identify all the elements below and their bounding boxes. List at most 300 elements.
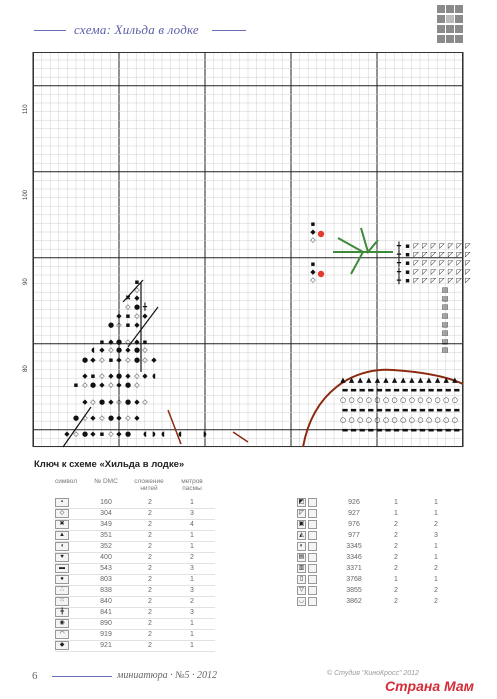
meters-value: 2 [434, 587, 438, 594]
dmc-number: 3346 [346, 554, 362, 561]
hull-symbol: ○ [400, 396, 407, 404]
meters-value: 3 [190, 565, 194, 572]
hull-symbol: ▬ [401, 386, 409, 394]
hull-symbol: ▬ [393, 406, 400, 414]
key-row [55, 630, 255, 641]
symbol-icon: ◠ [55, 630, 69, 639]
symbol-icon: ▲ [55, 531, 69, 540]
stitch-symbol: ◸ [439, 250, 445, 259]
symbol-icon: ▥ [298, 565, 305, 571]
stitch-symbol: ◇ [134, 372, 140, 380]
stitch-symbol: ▪ [310, 220, 316, 228]
strands-value: 1 [394, 510, 398, 517]
hull-symbol: ○ [339, 396, 347, 404]
stitch-symbol: ◆ [116, 356, 122, 364]
key-row [297, 498, 497, 509]
stitch-symbol: ◸ [422, 276, 428, 285]
key-row [55, 509, 255, 520]
hull-symbol: ▲ [426, 376, 432, 384]
stitch-symbol: ◸ [465, 250, 471, 259]
stitch-symbol: ◆ [125, 372, 131, 380]
hull-symbol: ▬ [341, 406, 349, 414]
hull-symbol: ○ [374, 396, 381, 404]
dmc-number: 921 [100, 642, 112, 649]
stitch-symbol: ▪ [405, 276, 410, 285]
dmc-number: 400 [100, 554, 112, 561]
meters-value: 2 [190, 598, 194, 605]
hull-symbol: ○ [365, 396, 372, 404]
stitch-symbol: ◸ [422, 250, 428, 259]
stitch-symbol: ● [115, 346, 123, 354]
stitch-symbol: ╋ [396, 276, 402, 285]
stitch-symbol: ● [133, 356, 141, 364]
meters-value: 1 [190, 532, 194, 539]
dmc-number: 3855 [346, 587, 362, 594]
hull-symbol: ▬ [393, 426, 400, 434]
stitch-symbol: ◸ [413, 267, 419, 276]
key-row [55, 586, 255, 597]
strands-value: 2 [394, 543, 398, 550]
dmc-number: 3345 [346, 543, 362, 550]
dmc-number: 543 [100, 565, 112, 572]
key-row [297, 531, 497, 542]
hull-symbol: ○ [391, 416, 398, 424]
hull-symbol: ○ [382, 416, 390, 424]
stitch-symbol: ◇ [142, 398, 148, 406]
meters-value: 1 [190, 620, 194, 627]
stitch-symbol: ◇ [82, 414, 88, 422]
dmc-number: 919 [100, 631, 112, 638]
hull-symbol: ▬ [350, 386, 357, 394]
stitch-symbol: ◇ [310, 276, 316, 284]
dmc-number: 926 [348, 499, 360, 506]
stitch-symbol: ◸ [422, 267, 428, 276]
strands-value: 2 [394, 598, 398, 605]
key-row [55, 608, 255, 619]
hull-symbol: ▬ [436, 426, 443, 434]
hull-symbol: ▲ [383, 376, 389, 384]
meters-value: 1 [434, 576, 438, 583]
strands-value: 2 [148, 565, 152, 572]
stitch-symbol: ◖ [143, 430, 147, 438]
meters-value: 1 [190, 642, 194, 649]
symbol-icon: ▽ [297, 586, 306, 595]
stitch-symbol: ◆ [310, 268, 316, 276]
key-row [55, 498, 255, 509]
stitch-symbol: ◆ [108, 372, 114, 380]
stitch-symbol: ◇ [134, 286, 140, 294]
stitch-symbol: ▪ [73, 381, 79, 389]
dmc-number: 977 [348, 532, 360, 539]
stitch-symbol: ◸ [439, 242, 445, 250]
hull-symbol: ▬ [384, 386, 392, 394]
stitch-symbol: ◸ [430, 250, 437, 259]
hull-symbol: ○ [434, 396, 441, 404]
stitch-symbol: ◆ [142, 372, 148, 380]
stitch-symbol: ▤ [441, 286, 449, 294]
symbol-icon: ▣ [298, 521, 305, 527]
stitch-symbol: ▪ [125, 312, 131, 320]
axis-label-80: 80 [23, 365, 29, 372]
key-row [55, 619, 255, 630]
hull-symbol: ▬ [419, 406, 426, 414]
stitch-symbol: ◆ [108, 338, 114, 346]
stitch-symbol: ▤ [441, 294, 449, 303]
symbol-icon: ◉ [55, 619, 69, 628]
hull-symbol: ▬ [367, 426, 375, 434]
symbol-icon: ◩ [298, 499, 305, 505]
stitch-symbol: ◇ [99, 372, 105, 380]
hull-symbol: ▬ [444, 426, 452, 434]
meters-value: 3 [190, 510, 194, 517]
stitch-symbol: ● [98, 398, 106, 406]
hull-symbol: ▬ [444, 386, 452, 394]
hull-symbol: ▬ [436, 386, 443, 394]
meters-value: 1 [190, 543, 194, 550]
dmc-number: 349 [100, 521, 112, 528]
symbol-icon: ◖ [55, 542, 69, 551]
strands-value: 2 [148, 598, 152, 605]
hull-symbol: ▬ [436, 406, 443, 414]
strands-value: 2 [394, 587, 398, 594]
stitch-symbol: ◆ [134, 338, 140, 346]
stitch-symbol: ▤ [441, 320, 449, 329]
hull-symbol: ○ [408, 396, 415, 404]
hull-symbol: ▲ [400, 376, 406, 384]
hull-symbol: ○ [443, 416, 450, 424]
stitch-symbol: ◆ [82, 372, 88, 380]
strands-value: 2 [394, 521, 398, 528]
stitch-symbol: ◆ [108, 398, 114, 406]
meters-value: 3 [190, 587, 194, 594]
symbol-icon: ▤ [298, 554, 305, 560]
hull-symbol: ○ [348, 396, 355, 404]
hull-symbol: ▬ [444, 406, 452, 414]
strands-value: 2 [394, 554, 398, 561]
stitch-symbol: ◸ [430, 242, 437, 250]
stitch-symbol: ▪ [142, 338, 148, 346]
strands-value: 2 [148, 620, 152, 627]
stitch-symbol: ● [124, 430, 132, 438]
dmc-number: 840 [100, 598, 112, 605]
stitch-symbol: ▪ [125, 321, 131, 329]
meters-value: 1 [190, 499, 194, 506]
stitch-symbol: ◸ [413, 242, 419, 250]
stitch-symbol: ▤ [441, 337, 449, 346]
stitch-symbol: ◆ [116, 312, 122, 320]
key-row [297, 586, 497, 597]
hull-symbol: ○ [451, 396, 458, 404]
meters-value: 2 [434, 565, 438, 572]
hull-symbol: ▲ [374, 376, 381, 384]
stitch-symbol: ◆ [125, 346, 131, 354]
hull-symbol: ○ [417, 396, 424, 404]
dmc-number: 304 [100, 510, 112, 517]
key-row [297, 564, 497, 575]
symbol-icon-half [308, 597, 317, 606]
stitch-symbol: ◸ [447, 242, 454, 250]
stitch-symbol: ◸ [465, 276, 471, 285]
stitch-symbol: ▪ [310, 260, 316, 268]
hull-symbol: ▬ [358, 426, 366, 434]
stitch-symbol: ◸ [439, 267, 445, 276]
stitch-symbol: ╋ [396, 267, 402, 276]
stitch-symbol: ◇ [142, 356, 148, 364]
hull-symbol: ○ [425, 396, 433, 404]
footer-rule [52, 676, 112, 677]
stitch-symbol: ● [107, 414, 115, 422]
stitch-symbol: ◗ [152, 430, 156, 438]
strands-value: 2 [148, 642, 152, 649]
stitch-symbol: ◸ [439, 276, 445, 285]
stitch-symbol: ● [72, 414, 80, 422]
stitch-symbol: ◆ [116, 381, 122, 389]
hull-symbol: ▲ [366, 376, 372, 384]
hull-symbol: ▬ [376, 426, 383, 434]
stitch-symbol: ◇ [125, 356, 131, 364]
stitch-symbol: ▪ [108, 356, 114, 364]
key-row [297, 542, 497, 553]
stitch-symbol: ◸ [439, 259, 445, 268]
stitch-symbol: ▪ [99, 338, 105, 346]
stitch-symbol: ● [89, 381, 97, 389]
chart-grid [33, 52, 471, 447]
stitch-symbol: ● [81, 356, 89, 364]
stitch-symbol: ◆ [134, 294, 140, 302]
hull-symbol: ▲ [443, 376, 449, 384]
copyright-text: © Студия "КиноКросс" 2012 [327, 670, 419, 677]
stitch-symbol: ◆ [82, 398, 88, 406]
stitch-symbol: ● [107, 321, 115, 329]
hull-symbol: ▬ [410, 386, 418, 394]
stitch-symbol: ◇ [90, 398, 96, 406]
axis-label-90: 90 [23, 278, 29, 285]
stitch-symbol: ◇ [108, 381, 114, 389]
hull-symbol: ▬ [341, 426, 349, 434]
stitch-symbol: ╋ [396, 250, 402, 259]
dmc-number: 841 [100, 609, 112, 616]
symbol-icon-half [308, 520, 317, 529]
header-rule-left [34, 30, 66, 31]
dmc-number: 3862 [346, 598, 362, 605]
hull-symbol: ▲ [452, 376, 458, 384]
hull-symbol: ○ [357, 396, 364, 404]
key-row [55, 597, 255, 608]
berry [318, 271, 324, 277]
meters-value: 1 [434, 554, 438, 561]
stitch-symbol: ◸ [456, 267, 462, 276]
hull-symbol: ▬ [350, 406, 357, 414]
stitch-symbol: ╋ [396, 242, 402, 250]
hull-symbol: ▲ [417, 376, 424, 384]
stitch-symbol: ● [124, 381, 132, 389]
stitch-symbol: ◸ [456, 250, 462, 259]
stitch-symbol: ◸ [447, 250, 454, 259]
meters-value: 1 [434, 543, 438, 550]
symbol-icon-half [308, 509, 317, 518]
stitch-symbol: ◇ [108, 346, 114, 354]
stitch-symbol: ◸ [447, 259, 454, 268]
watermark-logo: Страна Мам [385, 678, 475, 694]
page-footer [0, 670, 494, 699]
stitch-symbol: ◸ [430, 276, 437, 285]
symbol-icon: ╋ [55, 608, 69, 617]
stitch-symbol: ◸ [422, 242, 428, 250]
hull-symbol: ▲ [434, 376, 441, 384]
magazine-issue: миниатюра · №5 · 2012 [117, 670, 218, 681]
stitch-symbol: ◖ [91, 346, 95, 354]
hull-symbol: ○ [365, 416, 372, 424]
stitch-symbol: ◸ [422, 259, 428, 268]
dmc-number: 890 [100, 620, 112, 627]
hull-symbol: ○ [391, 396, 398, 404]
strands-value: 1 [394, 576, 398, 583]
meters-value: 3 [190, 609, 194, 616]
stitch-symbol: ◆ [90, 414, 96, 422]
stitch-symbol: ◸ [430, 267, 437, 276]
stitch-symbol: ▤ [441, 329, 449, 337]
key-row [55, 542, 255, 553]
hull-symbol: ▬ [419, 386, 426, 394]
key-row [55, 531, 255, 542]
stitch-symbol: ◆ [99, 381, 105, 389]
hull-symbol: ▲ [357, 376, 363, 384]
hull-symbol: ○ [443, 396, 450, 404]
symbol-icon: ● [55, 575, 69, 584]
strands-value: 2 [394, 532, 398, 539]
hull-symbol: ▬ [453, 406, 461, 414]
dmc-number: 838 [100, 587, 112, 594]
stitch-symbol: ◇ [134, 312, 140, 320]
hull-symbol: ▬ [384, 426, 392, 434]
stitch-symbol: ◸ [456, 259, 462, 268]
stitch-symbol: ▪ [405, 259, 410, 268]
hull-symbol: ▬ [401, 426, 409, 434]
key-row [55, 564, 255, 575]
hull-symbol: ○ [434, 416, 441, 424]
symbol-icon-half [308, 542, 317, 551]
strands-value: 2 [148, 576, 152, 583]
stitch-symbol: ● [115, 338, 123, 346]
hull-symbol: ▬ [367, 386, 375, 394]
stitch-symbol: ◆ [151, 356, 157, 364]
symbol-icon-half [308, 575, 317, 584]
stitch-symbol: ▪ [134, 278, 140, 286]
key-row [297, 509, 497, 520]
hull-symbol: ○ [400, 416, 407, 424]
stitch-symbol: ◸ [465, 259, 471, 268]
stitch-symbol: ✖ [125, 294, 131, 302]
strands-value: 2 [148, 631, 152, 638]
header-meters: метров пасмы [181, 478, 203, 492]
hull-symbol: ▬ [384, 406, 392, 414]
symbol-icon: ⁙ [55, 597, 69, 606]
stitch-symbol: ◇ [116, 321, 122, 329]
stitch-symbol: ◇ [310, 236, 316, 244]
stitch-symbol: ● [81, 430, 89, 438]
stitch-symbol: ◆ [134, 398, 140, 406]
stitch-symbol: ◆ [64, 430, 70, 438]
meters-value: 4 [190, 521, 194, 528]
meters-value: 1 [434, 510, 438, 517]
key-table-left [55, 478, 255, 668]
symbol-icon: ▪ [55, 498, 69, 507]
hull-symbol: ▬ [393, 386, 400, 394]
hull-symbol: ▬ [350, 426, 357, 434]
hull-symbol: ○ [417, 416, 424, 424]
hull-symbol: ▬ [427, 406, 435, 414]
hull-symbol: ▬ [376, 386, 383, 394]
stitch-symbol: ◇ [99, 356, 105, 364]
strands-value: 2 [148, 510, 152, 517]
stitch-symbol: ▤ [441, 346, 449, 355]
hull-symbol: ▬ [453, 386, 461, 394]
dmc-number: 3371 [346, 565, 362, 572]
page-header [0, 0, 494, 50]
key-row [297, 575, 497, 586]
stitch-symbol: ◸ [413, 250, 419, 259]
header-symbol: символ [55, 478, 77, 485]
symbol-icon-half [308, 586, 317, 595]
stitch-symbol: ▪ [90, 372, 96, 380]
hull-symbol: ○ [425, 416, 433, 424]
stitch-symbol: ▪ [99, 430, 105, 438]
stitch-symbol: ◇ [125, 338, 131, 346]
dmc-number: 352 [100, 543, 112, 550]
dmc-number: 976 [348, 521, 360, 528]
stitch-symbol: ◸ [465, 242, 471, 250]
stitch-symbol: ◆ [116, 430, 122, 438]
hull-symbol: ○ [357, 416, 364, 424]
dmc-number: 803 [100, 576, 112, 583]
strands-value: 2 [394, 565, 398, 572]
meters-value: 1 [190, 576, 194, 583]
hull-symbol: ▬ [358, 406, 366, 414]
header-dmc: № DMC [94, 478, 118, 485]
key-row [55, 520, 255, 531]
meters-value: 2 [434, 521, 438, 528]
symbol-icon: ◆ [55, 641, 69, 650]
strands-value: 2 [148, 554, 152, 561]
symbol-icon: ◭ [297, 531, 306, 540]
key-row [55, 575, 255, 586]
hull-symbol: ○ [339, 416, 347, 424]
hull-symbol: ▲ [348, 376, 355, 384]
symbol-icon: ♥ [55, 553, 69, 562]
stitch-symbol: ◇ [73, 430, 79, 438]
stitch-symbol: ▤ [441, 311, 449, 320]
stitch-symbol: ◆ [90, 430, 96, 438]
strands-value: 2 [148, 532, 152, 539]
stitch-symbol: ◸ [456, 276, 462, 285]
axis-label-110: 110 [23, 104, 29, 114]
hull-symbol: ○ [408, 416, 415, 424]
stitch-symbol: ◆ [116, 414, 122, 422]
header-strands: сложение нитей [134, 478, 164, 492]
axis-label-100: 100 [23, 189, 29, 200]
symbol-icon: ✖ [55, 520, 69, 529]
hull-symbol: ▲ [409, 376, 415, 384]
dmc-number: 927 [348, 510, 360, 517]
strands-value: 1 [394, 499, 398, 506]
stitch-symbol: ◸ [413, 276, 419, 285]
stitch-symbol: ◸ [456, 242, 462, 250]
hull-symbol: ○ [374, 416, 381, 424]
stitch-symbol: ● [133, 303, 141, 311]
stitch-symbol: ◸ [447, 276, 454, 285]
stitch-symbol: ◸ [430, 259, 437, 268]
stitch-symbol: ◆ [310, 228, 316, 236]
